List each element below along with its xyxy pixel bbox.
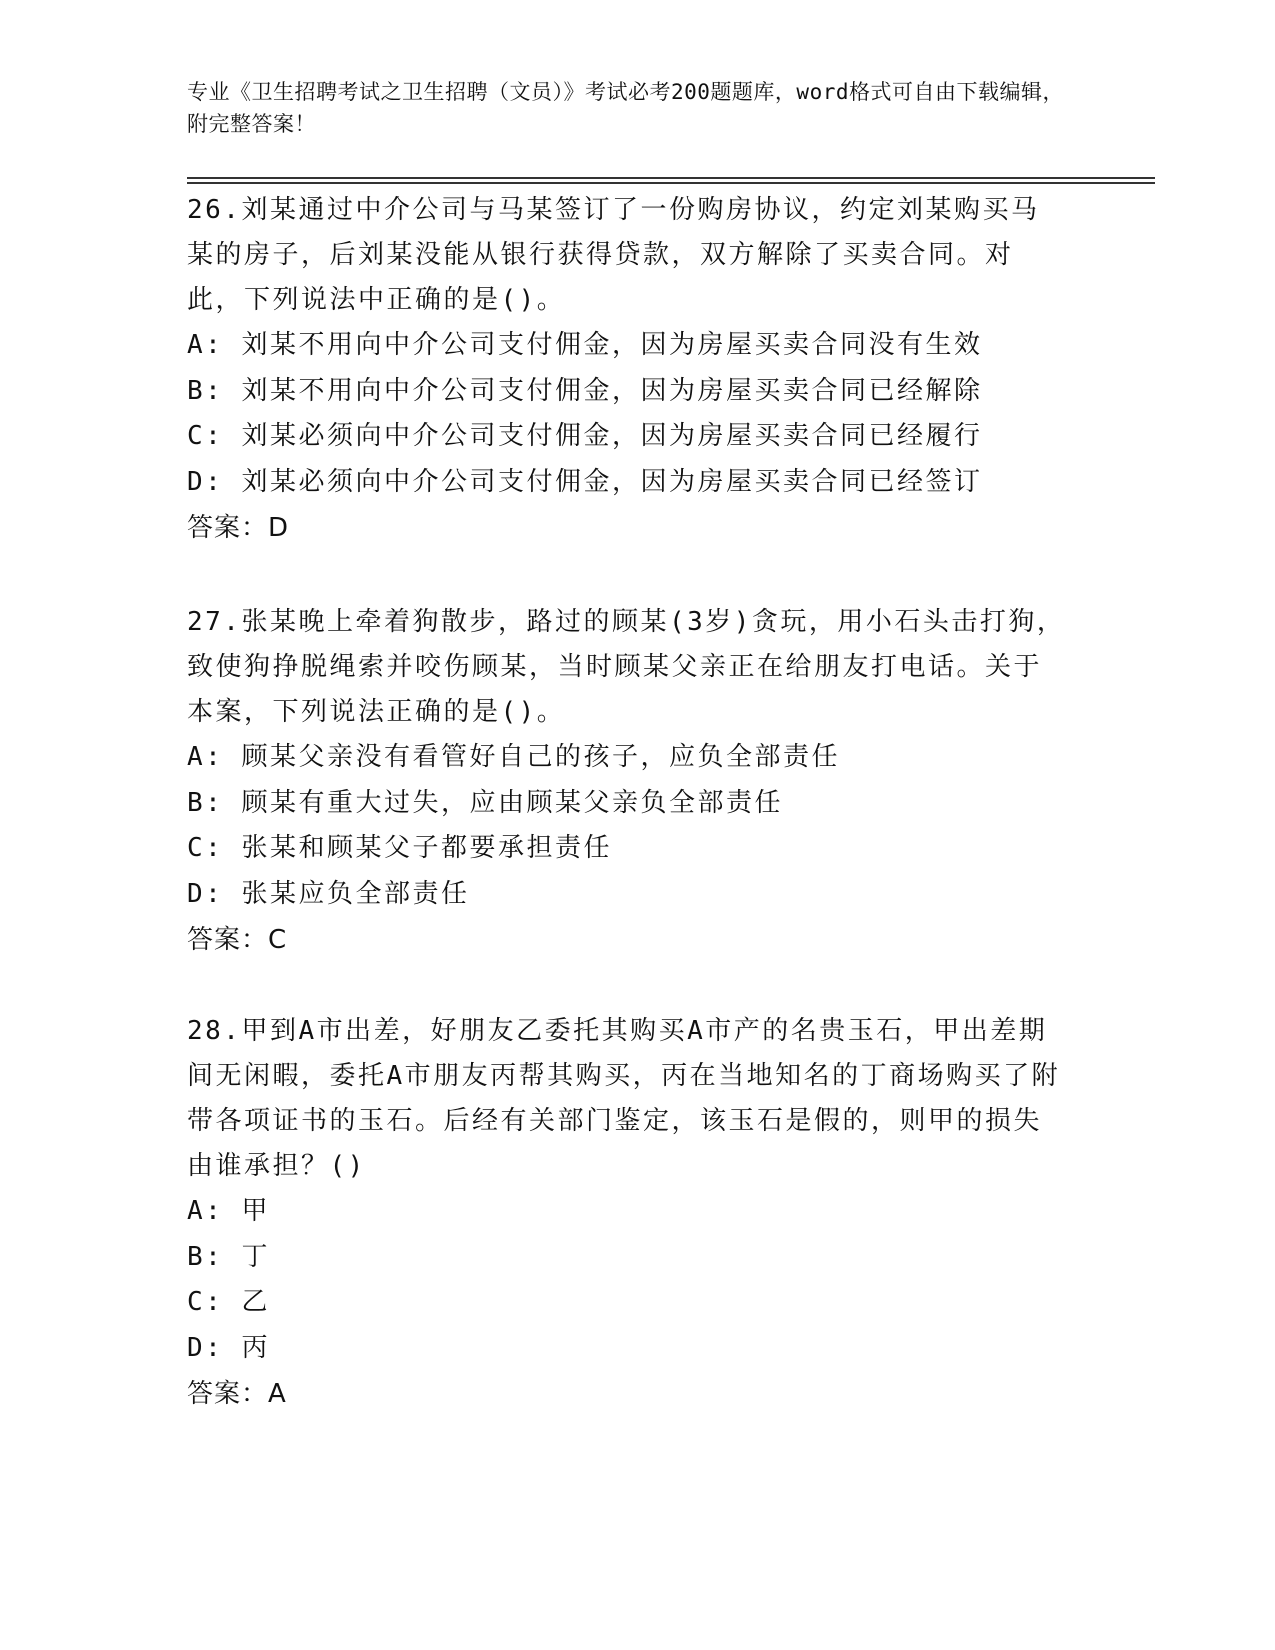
header-divider-bottom [187, 182, 1155, 184]
option-c: C: 乙 [187, 1287, 270, 1317]
document-header: 专业《卫生招聘考试之卫生招聘（文员）》考试必考200题题库，word格式可自由下载编辑，附完整答案！ [187, 80, 1064, 136]
question-stem: 27.张某晚上牵着狗散步，路过的顾某(3岁)贪玩，用小石头击打狗，致使狗挣脱绳索并咬伤顾某，当时顾某父亲正在给朋友打电话。关于本案，下列说法正确的是()。 [187, 607, 1066, 727]
header-divider-top [187, 177, 1155, 179]
question-27 [187, 600, 1087, 963]
option-b: B: 刘某不用向中介公司支付佣金，因为房屋买卖合同已经解除 [187, 375, 983, 406]
option-c: C: 刘某必须向中介公司支付佣金，因为房屋买卖合同已经履行 [187, 421, 983, 451]
answer-label: 答案：A [187, 1379, 287, 1409]
option-b: B: 顾某有重大过失，应由顾某父亲负全部责任 [187, 787, 783, 818]
answer-label: 答案：D [187, 513, 290, 543]
question-stem: 26.刘某通过中介公司与马某签订了一份购房协议，约定刘某购买马某的房子，后刘某没能从银行获得贷款，双方解除了买卖合同。对此，下列说法中正确的是()。 [187, 195, 1040, 315]
option-a: A: 刘某不用向中介公司支付佣金，因为房屋买卖合同没有生效 [187, 330, 983, 360]
option-a: A: 顾某父亲没有看管好自己的孩子，应负全部责任 [187, 742, 840, 772]
option-d: D: 张某应负全部责任 [187, 878, 470, 909]
answer-label: 答案：C [187, 925, 288, 955]
option-d: D: 丙 [187, 1332, 270, 1363]
option-d: D: 刘某必须向中介公司支付佣金，因为房屋买卖合同已经签订 [187, 466, 983, 497]
question-stem: 28.甲到A市出差，好朋友乙委托其购买A市产的名贵玉石，甲出差期间无闲暇，委托A市朋友丙帮其购买，丙在当地知名的丁商场购买了附带各项证书的玉石。后经有关部门鉴定，该玉石是假的，则甲的损失由谁承担？() [187, 1016, 1061, 1181]
question-28 [187, 1009, 1087, 1417]
option-c: C: 张某和顾某父子都要承担责任 [187, 833, 612, 863]
option-a: A: 甲 [187, 1196, 270, 1226]
question-26 [187, 188, 1087, 551]
option-b: B: 丁 [187, 1241, 270, 1272]
